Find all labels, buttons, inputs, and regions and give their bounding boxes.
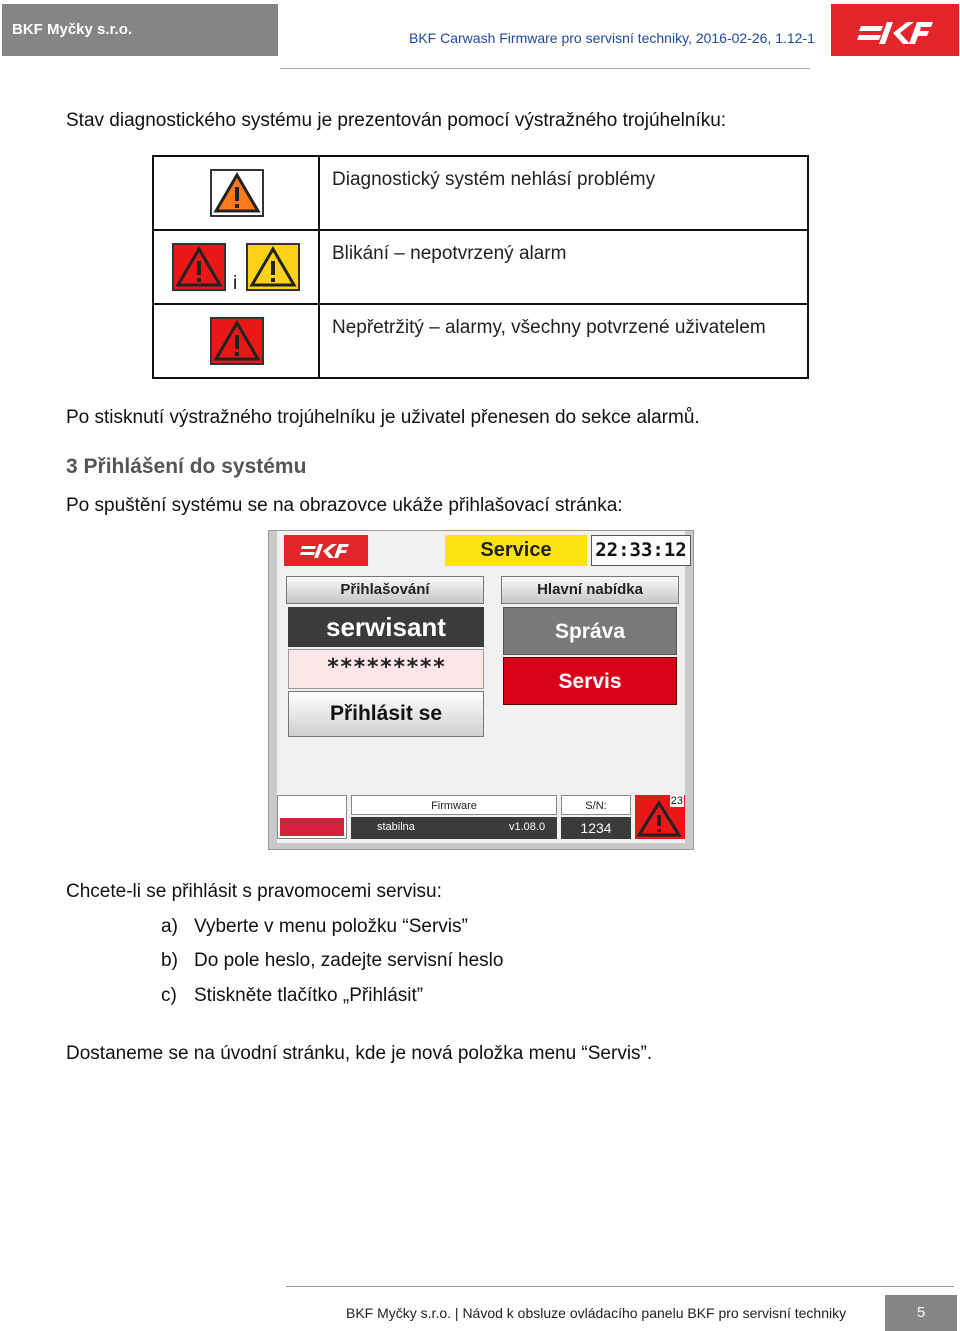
step-b-marker: b) bbox=[161, 950, 178, 971]
hmi-bkf-logo bbox=[284, 535, 368, 566]
icon-separator-text: i bbox=[233, 273, 238, 294]
status-row-ok bbox=[154, 157, 807, 231]
header-document-title: BKF Carwash Firmware pro servisní techniky, 2016-02-26, 1.12-1 bbox=[409, 30, 815, 46]
footer-doc-title: Návod k obsluze ovládacího panelu BKF pro servisní techniky bbox=[462, 1305, 847, 1321]
hmi-mode-label: Service bbox=[445, 535, 587, 566]
status-continuous-text: Nepřetržitý – alarmy, všechny potvrzené uživatelem bbox=[332, 317, 766, 338]
hmi-menu-item-sprava[interactable]: Správa bbox=[503, 607, 677, 655]
header-company: BKF Myčky s.r.o. bbox=[2, 4, 278, 56]
hmi-password-field[interactable]: ********* bbox=[288, 649, 484, 689]
login-intro-text: Po spuštění systému se na obrazovce ukáže přihlašovací stránka: bbox=[66, 495, 623, 516]
hmi-sn-label: S/N: bbox=[585, 800, 607, 812]
warning-triangle-red-icon bbox=[210, 317, 264, 365]
step-b-text: Do pole heslo, zadejte servisní heslo bbox=[194, 950, 504, 971]
flag-red-stripe bbox=[280, 818, 344, 836]
footer-separator: | bbox=[454, 1305, 459, 1321]
status-row-continuous bbox=[154, 305, 807, 379]
warning-triangle-red-icon bbox=[172, 243, 226, 291]
hmi-firmware-channel: stabilna bbox=[377, 821, 415, 833]
status-row-blinking bbox=[154, 231, 807, 305]
bkf-logo-icon bbox=[284, 535, 368, 566]
step-c-text: Stiskněte tlačítko „Přihlásit” bbox=[194, 985, 424, 1006]
hmi-sn-value: 1234 bbox=[561, 817, 631, 839]
section-heading: 3 Přihlášení do systému bbox=[66, 455, 307, 478]
hmi-clock: 22:33:12 bbox=[591, 535, 691, 566]
hmi-login-screenshot bbox=[268, 530, 694, 850]
header-divider bbox=[280, 68, 810, 69]
hmi-alarm-count: 23 bbox=[670, 795, 683, 807]
footer-text bbox=[346, 1305, 846, 1321]
instructions-intro: Chcete-li se přihlásit s pravomocemi servisu: bbox=[66, 881, 442, 902]
step-c-marker: c) bbox=[161, 985, 177, 1006]
footer-company: BKF Myčky s.r.o. bbox=[346, 1305, 452, 1321]
intro-text: Stav diagnostického systému je prezentován pomocí výstražného trojúhelníku: bbox=[66, 110, 727, 131]
page-number: 5 bbox=[885, 1295, 957, 1331]
warning-triangle-yellow-icon bbox=[246, 243, 300, 291]
hmi-menu-title: Hlavní nabídka bbox=[501, 576, 679, 604]
hmi-login-title: Přihlašování bbox=[286, 576, 484, 604]
status-blinking-text: Blikání – nepotvrzený alarm bbox=[332, 243, 567, 264]
bkf-logo-icon bbox=[831, 4, 959, 56]
hmi-login-button[interactable]: Přihlásit se bbox=[288, 691, 484, 737]
step-a-text: Vyberte v menu položku “Servis” bbox=[194, 916, 468, 937]
hmi-menu-item-servis[interactable]: Servis bbox=[503, 657, 677, 705]
status-table bbox=[152, 155, 809, 379]
hmi-firmware-label: Firmware bbox=[431, 800, 477, 812]
status-ok-text: Diagnostický systém nehlásí problémy bbox=[332, 169, 656, 190]
step-a-marker: a) bbox=[161, 916, 178, 937]
warning-triangle-gray-icon bbox=[210, 169, 264, 217]
closing-text: Dostaneme se na úvodní stránku, kde je nová položka menu “Servis”. bbox=[66, 1043, 653, 1064]
footer-divider bbox=[286, 1286, 954, 1287]
hmi-firmware-version: v1.08.0 bbox=[509, 821, 546, 833]
bkf-logo bbox=[831, 4, 959, 56]
hmi-language-flag[interactable] bbox=[277, 795, 347, 839]
hmi-username-field[interactable]: serwisant bbox=[288, 607, 484, 647]
after-table-text: Po stisknutí výstražného trojúhelníku je uživatel přenesen do sekce alarmů. bbox=[66, 407, 700, 428]
hmi-alarm-button[interactable] bbox=[635, 795, 685, 839]
